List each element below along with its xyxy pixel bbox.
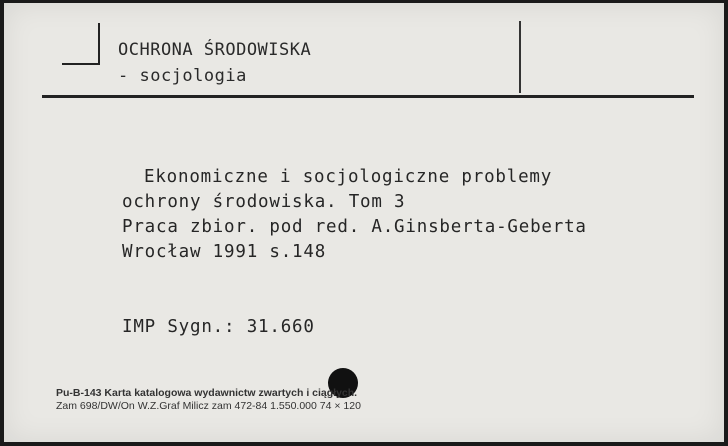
subject-heading <box>118 37 311 89</box>
bibliographic-entry <box>122 165 587 265</box>
entry-line: Praca zbior. pod red. A.Ginsberta-Geberta <box>122 217 587 237</box>
vertical-divider <box>519 21 521 93</box>
subject-heading-line2: - socjologia <box>118 66 247 86</box>
corner-mark <box>62 23 100 65</box>
entry-line: ochrony środowiska. Tom 3 <box>122 192 406 212</box>
call-number: IMP Sygn.: 31.660 <box>122 317 315 337</box>
horizontal-divider <box>42 95 694 98</box>
entry-line: Ekonomiczne i socjologiczne problemy <box>144 167 553 187</box>
entry-line: Wrocław 1991 s.148 <box>122 242 327 262</box>
catalog-card <box>4 3 724 442</box>
card-footer <box>56 387 361 413</box>
footer-line2: Zam 698/DW/On W.Z.Graf Milicz zam 472-84 1.550.000 74 × 120 <box>56 400 361 412</box>
footer-line1: Pu-B-143 Karta katalogowa wydawnictw zwartych i ciągłych. <box>56 387 358 399</box>
subject-heading-line1: OCHRONA ŚRODOWISKA <box>118 40 312 60</box>
